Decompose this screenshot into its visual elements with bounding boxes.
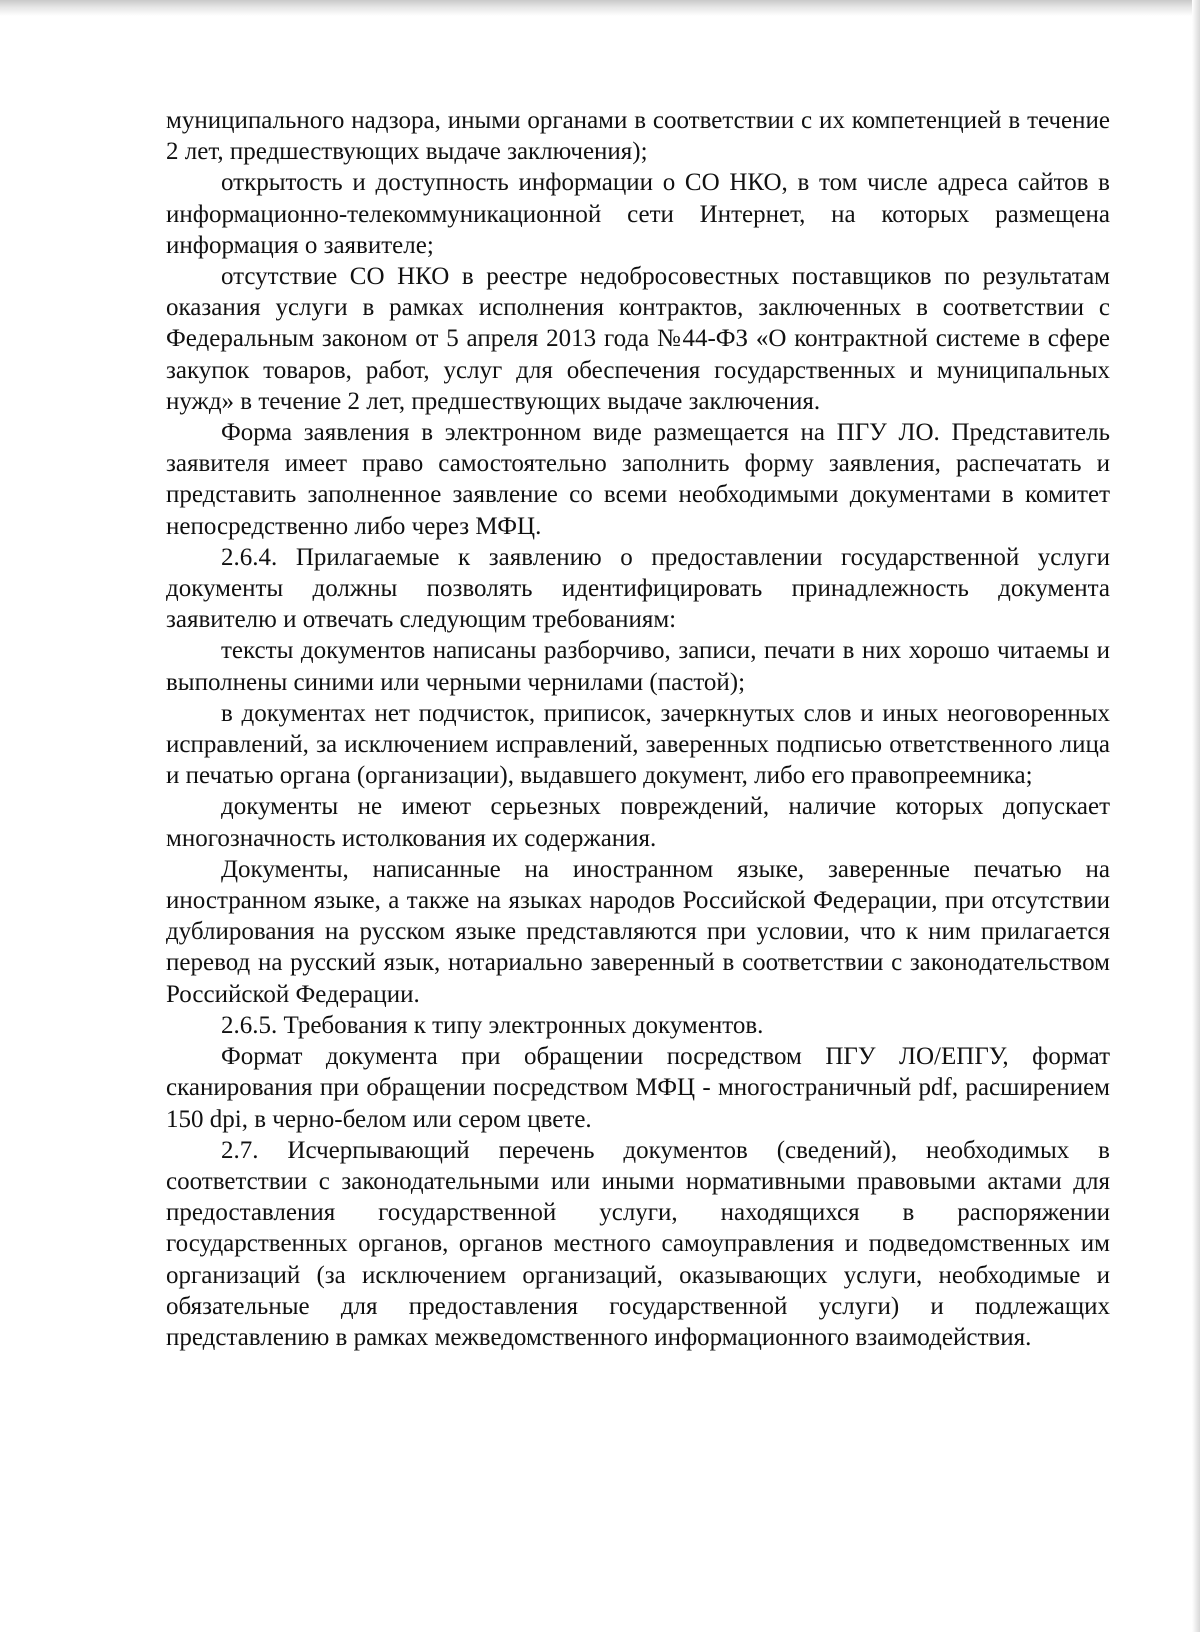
paragraph-supervision-continuation: муниципального надзора, иными органами в соответствии с их компетенцией в течение 2 лет, предшествующих выдаче заключения); [166, 107, 1110, 166]
paragraph-no-corrections: в документах нет подчисток, приписок, зачеркнутых слов и иных неоговоренных исправлений, за исключением исправлений, заверенных подписью ответственного лица и печатью органа (организации), выдавшего документ, либо его правопреемника; [166, 699, 1110, 790]
paragraph-no-damage: документы не имеют серьезных повреждений, наличие которых допускает многозначность истолкования их содержания. [166, 793, 1110, 852]
paragraph-registry-absence: отсутствие СО НКО в реестре недобросовестных поставщиков по результатам оказания услуги в рамках исполнения контрактов, заключенных в соответствии с Федеральным законом от 5 апреля 2013 года №44-ФЗ «О контрактной системе в сфере закупок товаров, работ, услуг для обеспечения государственных и муниципальных нужд» в течение 2 лет, предшествующих выдаче заключения. [166, 263, 1110, 415]
paragraph-section-2-7: 2.7. Исчерпывающий перечень документов (сведений), необходимых в соответствии с законодательными или иными нормативными правовыми актами для предоставления государственной услуги, находящихся в распоряжении государственных органов, органов местного самоуправления и подведомственных им организаций (за исключением организаций, оказывающих услуги, необходимые и обязательные для предоставления государственной услуги) и подлежащих представлению в рамках межведомственного информационного взаимодействия. [166, 1136, 1110, 1351]
paragraph-document-format: Формат документа при обращении посредством ПГУ ЛО/ЕПГУ, формат сканирования при обращении посредством МФЦ - многостраничный pdf, расширением 150 dpi, в черно-белом или сером цвете. [166, 1043, 1110, 1133]
document-body [166, 105, 1110, 1353]
paragraph-legible-texts: тексты документов написаны разборчиво, записи, печати в них хорошо читаемы и выполнены синими или черными чернилами (пастой); [166, 637, 1110, 696]
scan-edge-right [1192, 0, 1200, 1632]
paragraph-section-2-6-5: 2.6.5. Требования к типу электронных документов. [221, 1011, 764, 1039]
paragraph-foreign-language: Документы, написанные на иностранном языке, заверенные печатью на иностранном языке, а также на языках народов Российской Федерации, при отсутствии дублирования на русском языке представляются при условии, что к ним прилагается перевод на русский язык, нотариально заверенный в соответствии с законодательством Российской Федерации. [166, 855, 1110, 1008]
scan-edge-top [0, 0, 1200, 16]
paragraph-application-form: Форма заявления в электронном виде размещается на ПГУ ЛО. Представитель заявителя имеет право самостоятельно заполнить форму заявления, распечатать и представить заполненное заявление со всеми необходимыми документами в комитет непосредственно либо через МФЦ. [166, 419, 1110, 540]
paragraph-openness: открытость и доступность информации о СО НКО, в том числе адреса сайтов в информационно-телекоммуникационной сети Интернет, на которых размещена информация о заявителе; [166, 169, 1110, 259]
paragraph-section-2-6-4: 2.6.4. Прилагаемые к заявлению о предоставлении государственной услуги документы должны позволять идентифицировать принадлежность документа заявителю и отвечать следующим требованиям: [166, 543, 1110, 634]
